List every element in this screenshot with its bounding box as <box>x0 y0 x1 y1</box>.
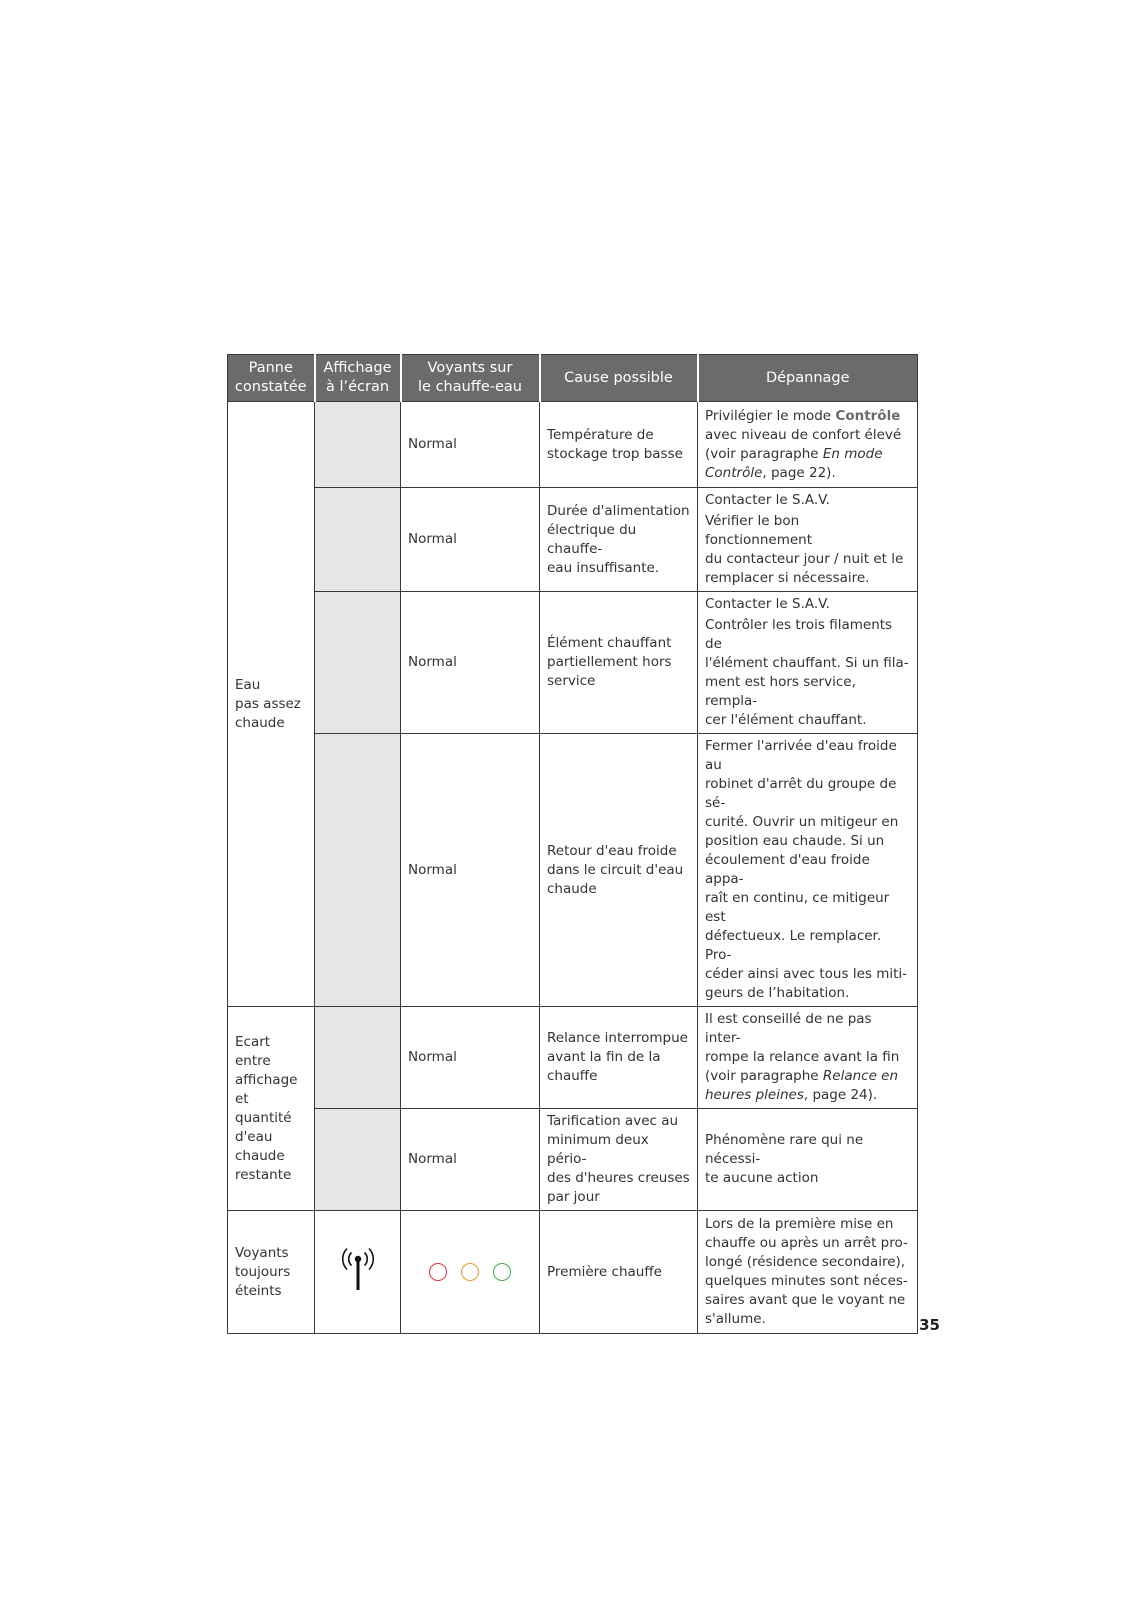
table-row <box>228 1211 918 1334</box>
header-affichage: Affichage à l’écran <box>315 355 401 402</box>
display-cell <box>315 1109 401 1211</box>
remedy-text: Il est conseillé de ne pas inter- rompe la relance avant la fin (voir paragraphe <box>705 1011 900 1084</box>
display-cell <box>315 592 401 734</box>
display-cell <box>315 1007 401 1109</box>
header-voyants: Voyants sur le chauffe-eau <box>401 355 540 402</box>
cause-cell: Durée d'alimentation électrique du chauffe- eau insuffisante. <box>540 488 698 592</box>
remedy-line: Vérifier le bon fonctionnement du contacteur jour / nuit et le remplacer si nécessaire. <box>705 513 904 586</box>
voyants-cell: Normal <box>401 592 540 734</box>
voyants-cell <box>401 1211 540 1334</box>
fault-voyants: Voyants toujours éteints <box>228 1211 315 1334</box>
remedy-cell <box>698 488 918 592</box>
led-orange-off-icon <box>461 1263 479 1281</box>
section-reference: Relance en heures pleines <box>705 1068 899 1103</box>
page-number: 35 <box>919 1316 940 1334</box>
cause-cell: Relance interrompue avant la fin de la chauffe <box>540 1007 698 1109</box>
header-cause: Cause possible <box>540 355 698 402</box>
table-row <box>228 734 918 1007</box>
fault-eau-pas-chaude: Eau pas assez chaude <box>228 402 315 1007</box>
antenna-signal-icon <box>338 1245 378 1293</box>
table-row <box>228 1109 918 1211</box>
header-depannage: Dépannage <box>698 355 918 402</box>
cause-cell: Tarification avec au minimum deux pério- des d'heures creuses par jour <box>540 1109 698 1211</box>
remedy-cell <box>698 592 918 734</box>
remedy-cell: Fermer l'arrivée d'eau froide au robinet d'arrêt du groupe de sé- curité. Ouvrir un mitigeur en position eau chaude. Si un écoulement d'eau froide appa- raît en continu, ce mitigeur est défectueux. Le remplacer. Pro- céder ainsi avec tous les miti- geurs de l’habitation. <box>698 734 918 1007</box>
header-panne: Panne constatée <box>228 355 315 402</box>
led-row <box>401 1263 539 1281</box>
remedy-text: avec niveau de confort élevé (voir paragraphe <box>705 426 902 462</box>
remedy-line: Contrôler les trois filaments de l'élément chauffant. Si un fila- ment est hors service, rempla- cer l'élément chauffant. <box>705 617 909 728</box>
table-header-row <box>228 355 918 402</box>
table-row <box>228 592 918 734</box>
cause-cell: Élément chauffant partiellement hors service <box>540 592 698 734</box>
cause-cell: Retour d'eau froide dans le circuit d'eau chaude <box>540 734 698 1007</box>
remedy-cell: Lors de la première mise en chauffe ou après un arrêt pro- longé (résidence secondaire), quelques minutes sont néces- saires avant que le voyant ne s'allume. <box>698 1211 918 1334</box>
voyants-cell: Normal <box>401 1007 540 1109</box>
table-row <box>228 488 918 592</box>
table-row <box>228 1007 918 1109</box>
fault-ecart: Ecart entre affichage et quantité d'eau chaude restante <box>228 1007 315 1211</box>
section-reference: En mode Contrôle <box>705 445 883 481</box>
voyants-cell: Normal <box>401 488 540 592</box>
voyants-cell: Normal <box>401 1109 540 1211</box>
display-cell <box>315 488 401 592</box>
remedy-cell: Phénomène rare qui ne nécessi- te aucune action <box>698 1109 918 1211</box>
table-row <box>228 402 918 488</box>
voyants-cell: Normal <box>401 734 540 1007</box>
troubleshooting-table <box>227 354 918 1334</box>
remedy-cell <box>698 1007 918 1109</box>
led-green-off-icon <box>493 1263 511 1281</box>
mode-controle-label: Contrôle <box>835 407 901 424</box>
remedy-text: , page 24). <box>803 1087 878 1103</box>
cause-cell: Température de stockage trop basse <box>540 402 698 488</box>
remedy-line: Contacter le S.A.V. <box>705 596 830 612</box>
display-cell <box>315 1211 401 1334</box>
display-cell <box>315 734 401 1007</box>
led-red-off-icon <box>429 1263 447 1281</box>
display-cell <box>315 402 401 488</box>
remedy-line: Contacter le S.A.V. <box>705 492 830 508</box>
remedy-text: , page 22). <box>762 464 836 481</box>
voyants-cell: Normal <box>401 402 540 488</box>
remedy-cell <box>698 402 918 488</box>
cause-cell: Première chauffe <box>540 1211 698 1334</box>
remedy-text: Privilégier le mode <box>705 407 836 424</box>
